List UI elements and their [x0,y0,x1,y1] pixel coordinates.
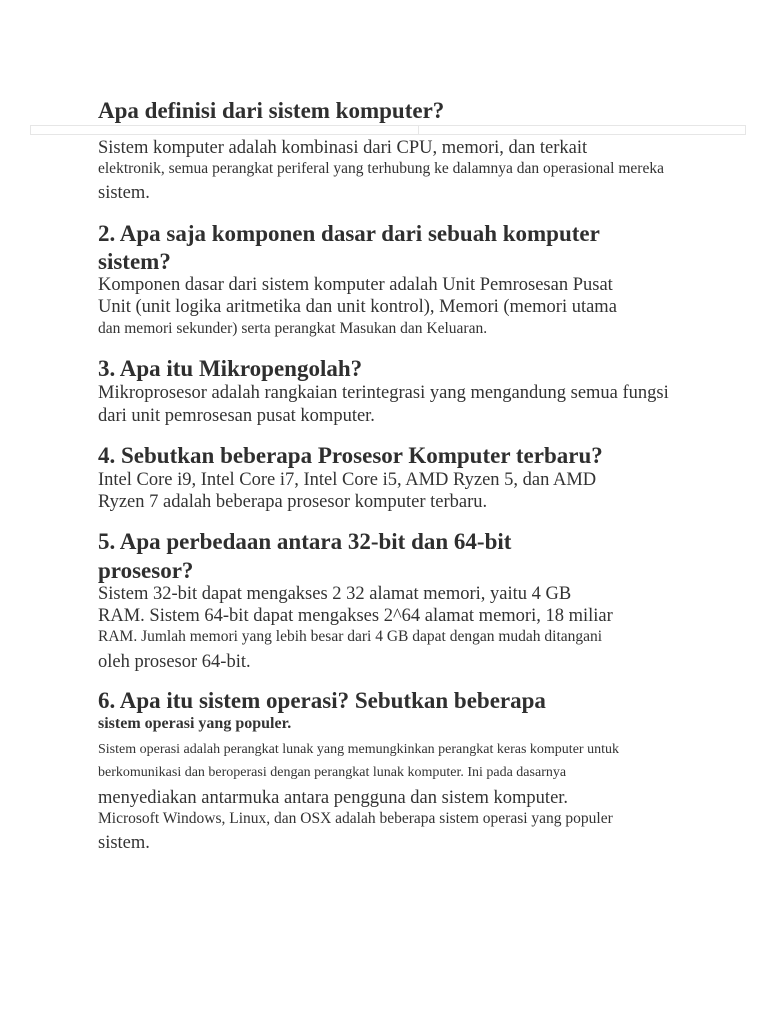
q6-answer-line: Microsoft Windows, Linux, dan OSX adalah beberapa sistem operasi yang populer [98,810,613,827]
q6-subheading: sistem operasi yang populer. [98,715,292,732]
q2-answer-line: Unit (unit logika aritmetika dan unit kontrol), Memori (memori utama [98,297,617,317]
q5-heading: 5. Apa perbedaan antara 32-bit dan 64-bit [98,529,512,554]
divider-bar [30,125,746,135]
q6-answer-line: menyediakan antarmuka antara pengguna dan sistem komputer. [98,788,569,808]
q3-heading: 3. Apa itu Mikropengolah? [98,356,363,381]
intro-line: sistem. [98,183,150,203]
q2-answer-line: Komponen dasar dari sistem komputer adalah Unit Pemrosesan Pusat [98,275,613,295]
q4-heading: 4. Sebutkan beberapa Prosesor Komputer terbaru? [98,443,603,468]
q5-answer-line: RAM. Sistem 64-bit dapat mengakses 2^64 alamat memori, 18 miliar [98,606,613,626]
q4-answer-line: Intel Core i9, Intel Core i7, Intel Core i5, AMD Ryzen 5, dan AMD [98,470,597,490]
intro-line: elektronik, semua perangkat periferal yang terhubung ke dalamnya dan operasional mereka [98,160,664,177]
page-title: Apa definisi dari sistem komputer? [98,98,445,123]
q6-answer-line: berkomunikasi dan beroperasi dengan perangkat lunak komputer. Ini pada dasarnya [98,765,567,780]
q5-answer-line: RAM. Jumlah memori yang lebih besar dari 4 GB dapat dengan mudah ditangani [98,628,603,645]
q2-heading: sistem? [98,249,171,274]
q6-answer-line: sistem. [98,833,150,853]
divider-segment [418,126,419,134]
intro-line: Sistem komputer adalah kombinasi dari CPU, memori, dan terkait [98,138,588,158]
q2-answer-line: dan memori sekunder) serta perangkat Masukan dan Keluaran. [98,320,488,337]
q5-heading: prosesor? [98,558,194,583]
q6-heading: 6. Apa itu sistem operasi? Sebutkan beberapa [98,688,546,713]
q6-answer-line: Sistem operasi adalah perangkat lunak yang memungkinkan perangkat keras komputer untuk [98,742,619,757]
q5-answer-line: Sistem 32-bit dapat mengakses 2 32 alamat memori, yaitu 4 GB [98,584,572,604]
q2-heading: 2. Apa saja komponen dasar dari sebuah komputer [98,221,600,246]
q3-answer-line: Mikroprosesor adalah rangkaian terintegrasi yang mengandung semua fungsi [98,383,669,403]
q3-answer-line: dari unit pemrosesan pusat komputer. [98,406,375,426]
q5-answer-line: oleh prosesor 64-bit. [98,652,251,672]
q4-answer-line: Ryzen 7 adalah beberapa prosesor komputer terbaru. [98,492,488,512]
